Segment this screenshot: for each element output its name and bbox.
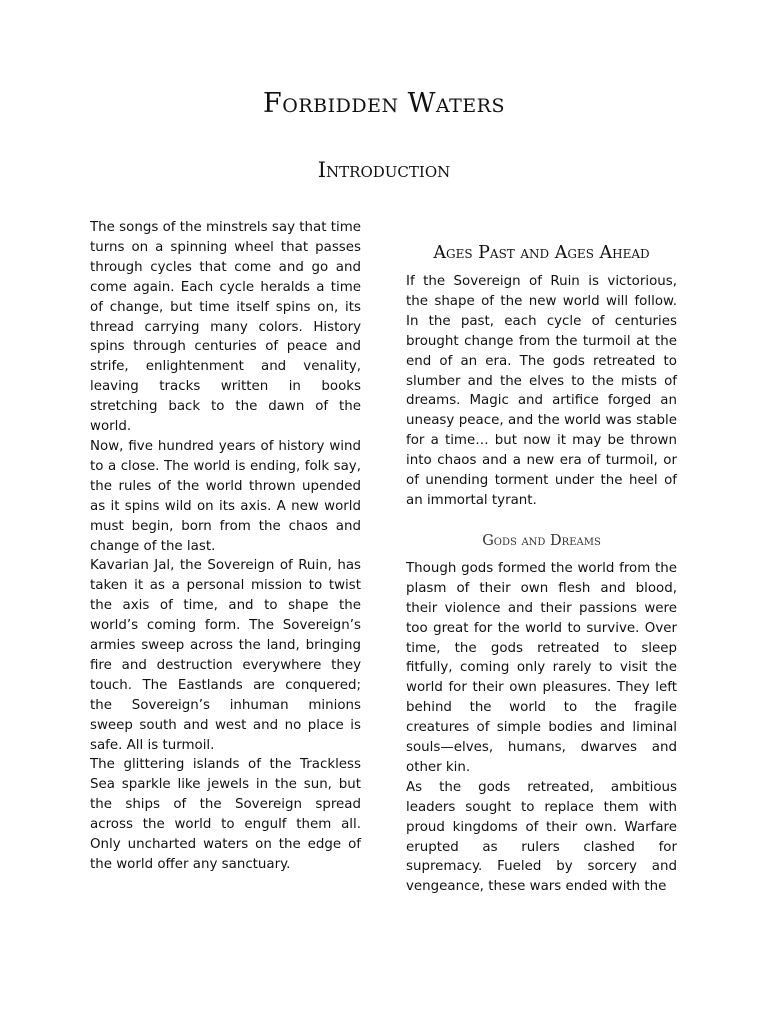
paragraph: Now, five hundred years of history wind to a close. The world is ending, folk say, the rules of the world thrown upended as it spins wild on its axis. A new world must begin, born from the chaos and change of the last. <box>90 438 361 554</box>
paragraph: Though gods formed the world from the plasm of their own flesh and blood, their violence and their passions were too great for the world to survive. Over time, the gods retreated to sleep fitfully, coming only rarely to visit the world for their own pleasures. They left behind the world to the fragile creatures of simple bodies and liminal souls—elves, humans, dwarves and other kin. <box>406 560 677 775</box>
paragraph: Kavarian Jal, the Sovereign of Ruin, has taken it as a personal mission to twist the axis of time, and to shape the world’s coming form. The Sovereign’s armies sweep across the land, bringing fire and destruction everywhere they touch. The Eastlands are conquered; the Sovereign’s inhuman minions sweep south and west and no place is safe. All is turmoil. <box>90 558 361 753</box>
paragraph: The songs of the minstrels say that time turns on a spinning wheel that passes through cycles that come and go and come again. Each cycle heralds a time of change, but time itself spins on, its thread carrying many colors. History spins through centuries of peace and strife, enlightenment and venality, leaving tracks written in books stretching back to the dawn of the world. <box>90 220 361 435</box>
paragraph: The glittering islands of the Trackless Sea sparkle like jewels in the sun, but the ships of the Sovereign spread across the world to engulf them all. Only uncharted waters on the edge of the world offer any sanctuary. <box>90 757 361 872</box>
right-column <box>406 240 677 897</box>
subsection-heading: Gods and Dreams <box>482 532 601 549</box>
paragraph: If the Sovereign of Ruin is victorious, the shape of the new world will follow. In the past, each cycle of centuries brought change from the turmoil at the end of an era. The gods retreated to slumber and the elves to the mists of dreams. Magic and artifice forged an uneasy peace, and the world was stable for a time… but now it may be thrown into chaos and a new era of turmoil, or of unending torment under the heel of an immortal tyrant. <box>406 274 677 508</box>
left-column <box>90 218 361 875</box>
document-subtitle: Introduction <box>317 158 451 182</box>
section-heading: Ages Past and Ages Ahead <box>433 243 650 263</box>
paragraph: As the gods retreated, ambitious leaders sought to replace them with proud kingdoms of their own. Warfare erupted as rulers clashed for supremacy. Fueled by sorcery and vengeance, these wars ended with the <box>406 779 677 895</box>
document-title: Forbidden Waters <box>263 88 505 119</box>
